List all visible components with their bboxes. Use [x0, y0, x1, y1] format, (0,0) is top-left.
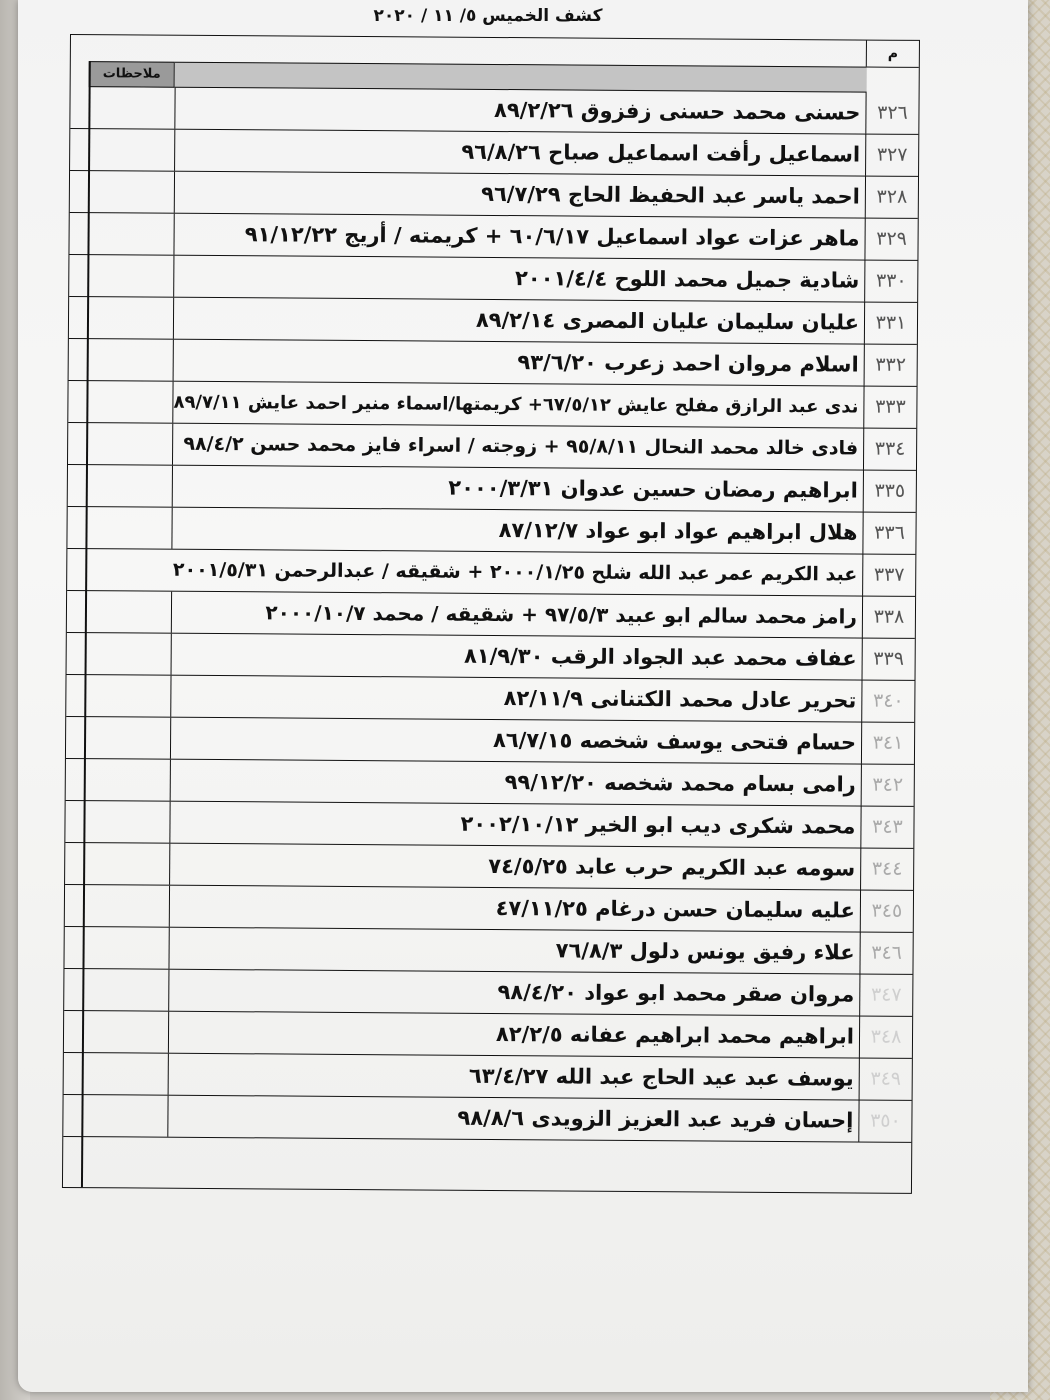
row-number: ٣٢٧ — [865, 135, 918, 176]
row-number: ٣٣٦ — [862, 513, 915, 554]
row-number: ٣٢٩ — [864, 219, 917, 260]
notes-cell — [84, 717, 171, 759]
notes-cell — [88, 87, 175, 129]
row-number: ٣٥٠ — [858, 1101, 911, 1142]
table-row — [66, 759, 914, 807]
table-row — [69, 255, 917, 303]
row-number: ٣٣٨ — [862, 597, 915, 638]
table-row — [67, 591, 915, 639]
names-table — [62, 34, 920, 1194]
notes-cell — [85, 507, 172, 549]
row-number: ٣٣٧ — [862, 555, 915, 596]
name-cell: شادية جميل محمد اللوح ٢٠٠١/٤/٤ — [514, 266, 860, 293]
table-row — [67, 507, 915, 555]
notes-cell — [87, 297, 174, 339]
notes-cell — [87, 339, 174, 381]
name-cell: يوسف عبد عيد الحاج عبد الله ٦٣/٤/٢٧ — [468, 1063, 854, 1091]
name-cell: ابراهيم محمد ابراهيم عفانه ٨٢/٢/٥ — [495, 1021, 855, 1049]
row-number: ٣٤١ — [861, 723, 914, 764]
row-number: ٣٤٤ — [860, 849, 913, 890]
notes-cell — [87, 213, 174, 255]
table-row — [63, 1095, 911, 1143]
notes-cell — [84, 759, 171, 801]
row-number: ٣٣٩ — [862, 639, 915, 680]
name-cell: سومه عبد الكريم حرب عابد ٧٤/٥/٢٥ — [488, 853, 856, 881]
row-number: ٣٤٢ — [861, 765, 914, 806]
table-row — [65, 801, 913, 849]
row-number: ٣٢٨ — [865, 177, 918, 218]
name-cell: اسلام مروان احمد زعرب ٩٣/٦/٢٠ — [517, 350, 859, 377]
table-row — [66, 717, 914, 765]
notes-cell — [82, 927, 169, 969]
name-cell: مروان صقر محمد ابو عواد ٩٨/٤/٢٠ — [497, 980, 855, 1007]
column-header-number: م — [866, 41, 919, 68]
row-number: ٣٣١ — [864, 303, 917, 344]
notes-cell — [87, 255, 174, 297]
notes-cell — [88, 129, 175, 171]
sheet-title: كشف الخميس ٥/ ١١ / ٢٠٢٠ — [373, 6, 603, 26]
name-cell: فادى خالد محمد النحال ٩٥/٨/١١ + زوجته / اسراء فايز محمد حسن ٩٨/٤/٢ — [183, 432, 859, 460]
notes-cell — [85, 591, 172, 633]
name-cell: عفاف محمد عبد الجواد الرقب ٨١/٩/٣٠ — [463, 643, 857, 671]
name-cell: رامى بسام محمد شخصه ٩٩/١٢/٢٠ — [504, 770, 856, 797]
name-cell: احمد ياسر عبد الحفيظ الحاج ٩٦/٧/٢٩ — [481, 181, 860, 209]
row-number: ٣٤٦ — [859, 933, 912, 974]
row-number: ٣٢٦ — [865, 93, 918, 134]
name-cell: رامز محمد سالم ابو عبيد ٩٧/٥/٣ + شقيقه / محمد ٢٠٠٠/١٠/٧ — [265, 600, 858, 629]
row-number: ٣٣٤ — [863, 429, 916, 470]
name-cell: حسنى محمد حسنى زفزوق ٨٩/٢/٢٦ — [493, 97, 861, 125]
table-row — [65, 885, 913, 933]
row-number: ٣٤٣ — [860, 807, 913, 848]
notes-cell — [83, 843, 170, 885]
notes-cell — [86, 423, 173, 465]
row-number: ٣٤٨ — [859, 1017, 912, 1058]
table-row — [64, 1053, 912, 1101]
notes-cell — [82, 969, 169, 1011]
name-cell: تحرير عادل محمد الكتنانى ٨٢/١١/٩ — [503, 686, 857, 713]
column-header-notes: ملاحظات — [89, 61, 175, 88]
document-page — [18, 0, 1028, 1392]
notes-cell — [88, 171, 175, 213]
name-cell: إحسان فريد عبد العزيز الزويدى ٩٨/٨/٦ — [457, 1105, 854, 1133]
name-cell: عليان سليمان عليان المصرى ٨٩/٢/١٤ — [475, 307, 860, 335]
table-body — [63, 87, 918, 1143]
table-row — [69, 297, 917, 345]
table-row — [66, 675, 914, 723]
name-cell: عليه سليمان حسن درغام ٤٧/١١/٢٥ — [495, 895, 855, 923]
name-cell: عبد الكريم عمر عبد الله شلح ٢٠٠٠/١/٢٥ + شقيقه / عبدالرحمن ٢٠٠١/٥/٣١ — [172, 558, 858, 586]
notes-cell — [84, 675, 171, 717]
name-cell: ندى عبد الرازق مفلح عايش ٦٧/٥/١٢+ كريمتها/اسماء منير احمد عايش ٨٩/٧/١١ — [173, 391, 859, 418]
table-row — [69, 213, 917, 261]
notes-cell — [85, 633, 172, 675]
name-cell: هلال ابراهيم عواد ابو عواد ٨٧/١٢/٧ — [498, 518, 858, 545]
row-number: ٣٤٩ — [859, 1059, 912, 1100]
name-cell: ماهر عزات عواد اسماعيل ٦٠/٦/١٧ + كريمته / أريج ٩١/١٢/٢٢ — [244, 222, 860, 251]
row-number: ٣٣٣ — [863, 387, 916, 428]
name-cell: اسماعيل رأفت اسماعيل صباح ٩٦/٨/٢٦ — [461, 139, 861, 167]
row-number: ٣٤٥ — [860, 891, 913, 932]
notes-cell — [81, 1095, 168, 1137]
table-row — [70, 129, 918, 177]
table-row — [64, 1011, 912, 1059]
notes-cell — [86, 465, 173, 507]
table-row — [65, 843, 913, 891]
notes-cell — [82, 1011, 169, 1053]
name-cell: حسام فتحى يوسف شخصه ٨٦/٧/١٥ — [492, 727, 857, 755]
row-number: ٣٣٥ — [863, 471, 916, 512]
row-number: ٣٤٧ — [859, 975, 912, 1016]
table-row — [68, 423, 916, 471]
table-row — [67, 549, 915, 597]
name-cell: علاء رفيق يونس دلول ٧٦/٨/٣ — [555, 938, 855, 965]
table-row — [70, 87, 918, 135]
name-cell: محمد شكرى ديب ابو الخير ٢٠٠٢/١٠/١٢ — [460, 811, 856, 839]
table-row — [68, 465, 916, 513]
table-row — [69, 339, 917, 387]
notes-cell — [83, 801, 170, 843]
notes-cell — [83, 885, 170, 927]
table-row — [70, 171, 918, 219]
row-number: ٣٣٢ — [864, 345, 917, 386]
table-row — [67, 633, 915, 681]
table-row — [68, 381, 916, 429]
name-cell: ابراهيم رمضان حسين عدوان ٢٠٠٠/٣/٣١ — [448, 475, 858, 503]
notes-cell — [86, 381, 173, 423]
notes-cell — [82, 1053, 169, 1095]
row-number: ٣٤٠ — [861, 681, 914, 722]
row-number: ٣٣٠ — [864, 261, 917, 302]
table-row — [64, 969, 912, 1017]
table-row — [64, 927, 912, 975]
